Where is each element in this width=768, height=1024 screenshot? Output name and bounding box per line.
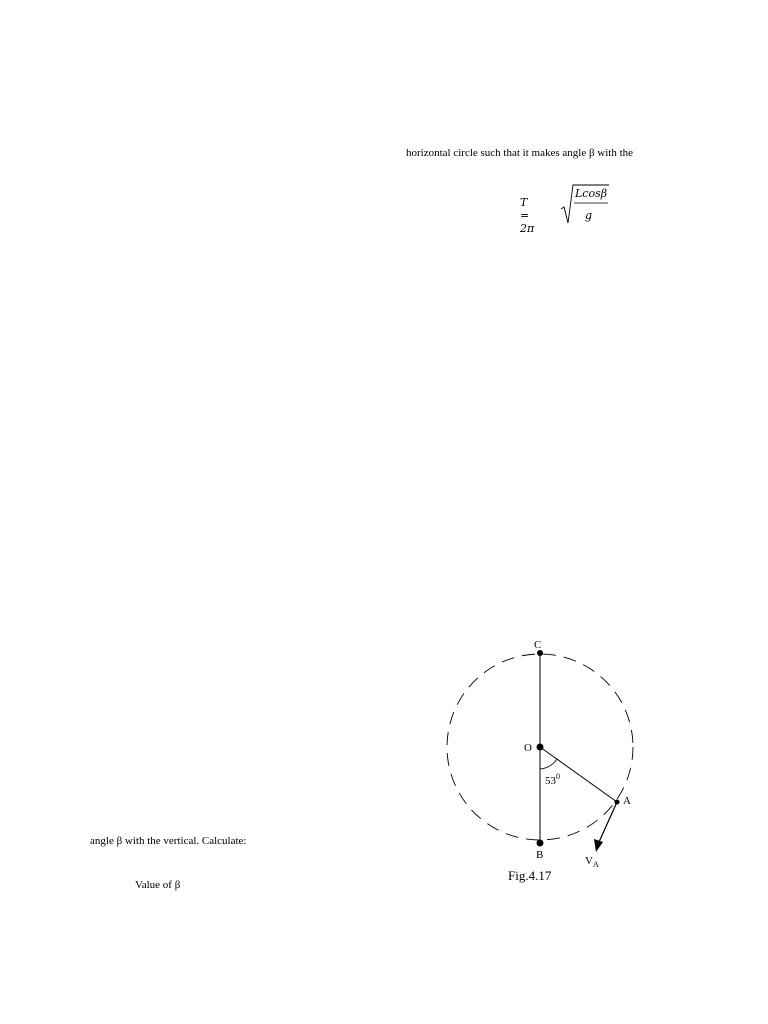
formula-lhs: T = 2π xyxy=(520,196,535,235)
list-item: Value of β xyxy=(135,879,181,891)
angle-label xyxy=(545,772,560,787)
angle-value: 53 xyxy=(545,775,556,787)
velocity-label xyxy=(585,855,599,869)
angle-arc xyxy=(540,759,557,769)
angle-degree: 0 xyxy=(556,772,560,781)
point-a xyxy=(615,800,620,805)
point-b xyxy=(537,840,544,847)
label-b: B xyxy=(536,849,544,861)
formula-denominator: g xyxy=(585,209,593,222)
paragraph-line: horizontal circle such that it makes angle β with the xyxy=(406,147,634,159)
label-o: O xyxy=(524,742,532,754)
formula-numerator: Lcosβ xyxy=(575,187,608,200)
velocity-subscript: A xyxy=(592,860,599,869)
velocity-symbol: V xyxy=(585,855,593,867)
figure-caption: Fig.4.17 xyxy=(508,868,552,883)
velocity-arrow-head xyxy=(594,839,603,852)
paragraph-line: angle β with the vertical. Calculate: xyxy=(90,835,247,847)
label-c: C xyxy=(534,639,542,651)
point-o xyxy=(537,744,544,751)
label-a: A xyxy=(623,795,631,807)
velocity-arrow-line xyxy=(599,802,617,842)
